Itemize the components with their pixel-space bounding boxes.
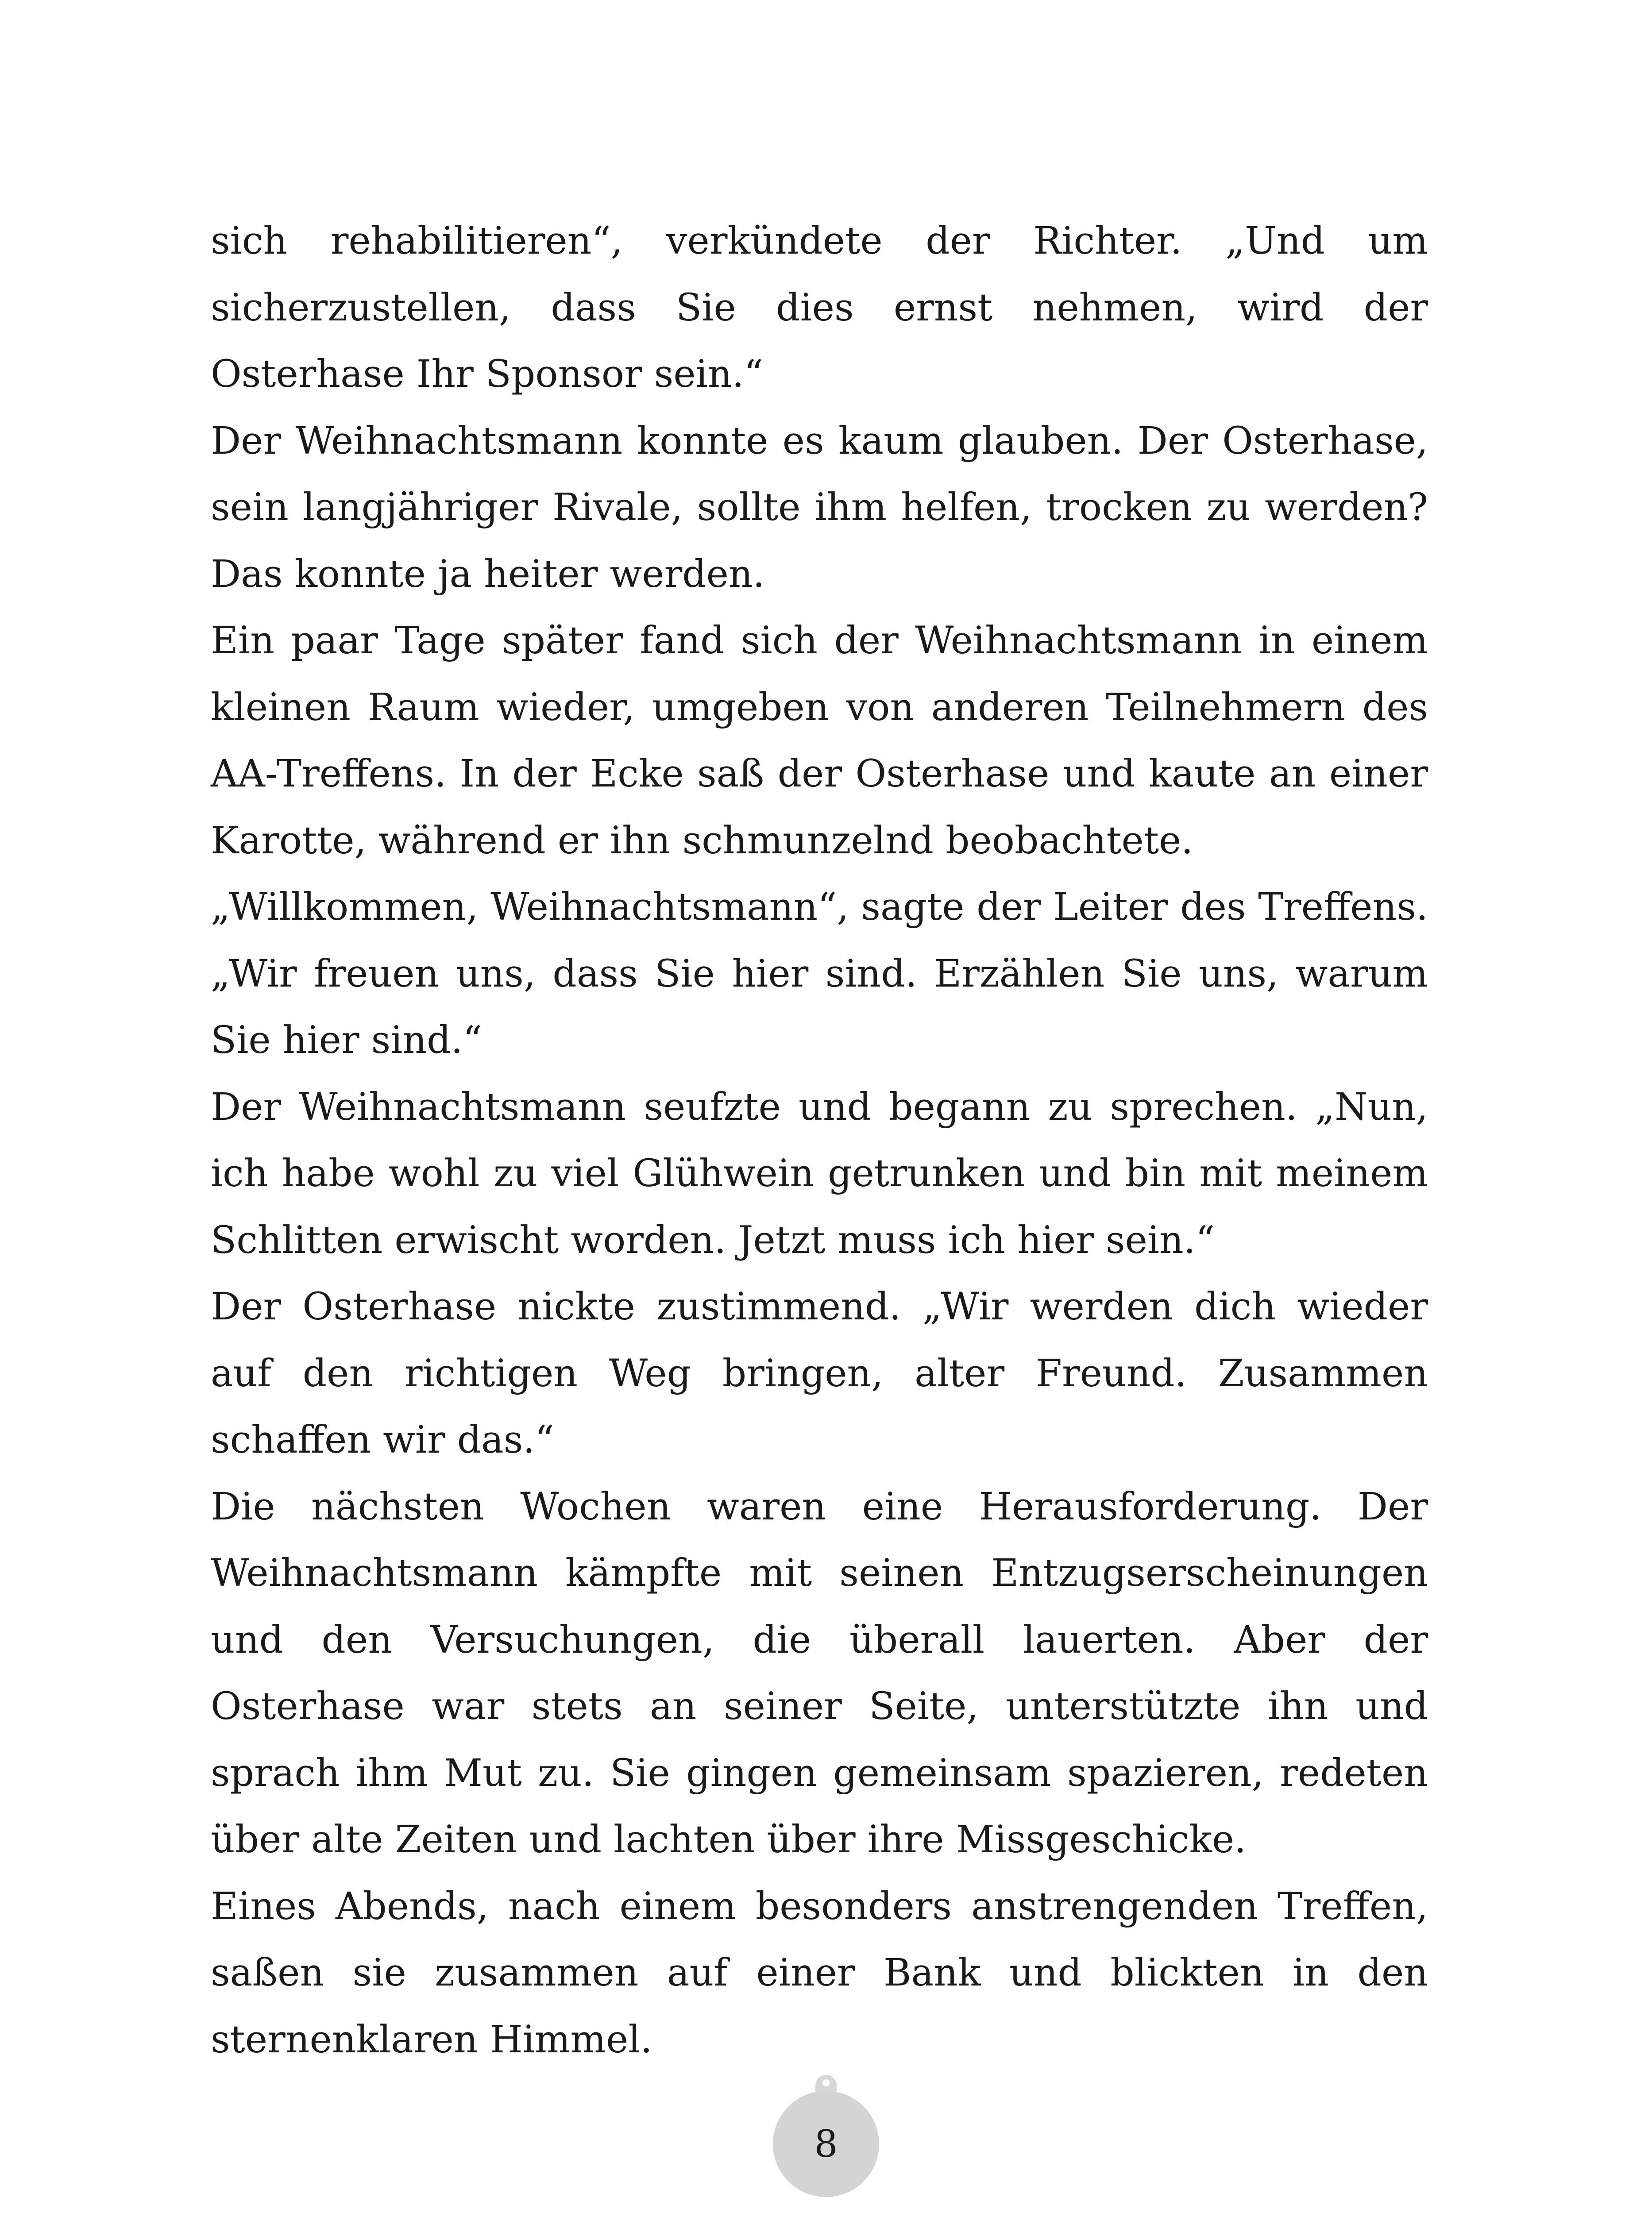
ornament-hook — [815, 2075, 837, 2093]
paragraph: Ein paar Tage später fand sich der Weihnachtsmann in einem kleinen Raum wieder, umgeben von anderen Teilnehmern des AA-Treffens. In der Ecke saß der Osterhase und kaute an einer Karotte, während er ihn schmunzelnd beobachtete. — [211, 619, 1428, 863]
paragraph: Der Osterhase nickte zustimmend. „Wir werden dich wieder auf den richtigen Weg bringen, alter Freund. Zusammen schaffen wir das.“ — [211, 1285, 1428, 1462]
paragraph: sich rehabilitieren“, verkündete der Richter. „Und um sicherzustellen, dass Sie dies ernst nehmen, wird der Osterhase Ihr Sponsor sein.“ — [211, 219, 1428, 396]
paragraph: Eines Abends, nach einem besonders anstrengenden Treffen, saßen sie zusammen auf einer Bank und blickten in den sternenklaren Himmel. — [211, 1884, 1428, 2062]
body-text — [211, 208, 1428, 2073]
christmas-ornament-icon — [773, 2075, 879, 2208]
page-number: 8 — [814, 2122, 838, 2166]
paragraph: Der Weihnachtsmann seufzte und begann zu sprechen. „Nun, ich habe wohl zu viel Glühwein getrunken und bin mit meinem Schlitten erwischt worden. Jetzt muss ich hier sein.“ — [211, 1085, 1428, 1262]
paragraph: Der Weihnachtsmann konnte es kaum glauben. Der Osterhase, sein langjähriger Rivale, sollte ihm helfen, trocken zu werden? Das konnte ja heiter werden. — [211, 419, 1428, 596]
paragraph: „Willkommen, Weihnachtsmann“, sagte der Leiter des Treffens. „Wir freuen uns, dass Sie hier sind. Erzählen Sie uns, warum Sie hier sind.“ — [211, 885, 1428, 1062]
paragraph: Die nächsten Wochen waren eine Herausforderung. Der Weihnachtsmann kämpfte mit seinen Entzugserscheinungen und den Versuchungen, die überall lauerten. Aber der Osterhase war stets an seiner Seite, unterstützte ihn und sprach ihm Mut zu. Sie gingen gemeinsam spazieren, redeten über alte Zeiten und lachten über ihre Missgeschicke. — [211, 1484, 1428, 1862]
ornament-ball — [773, 2091, 879, 2197]
